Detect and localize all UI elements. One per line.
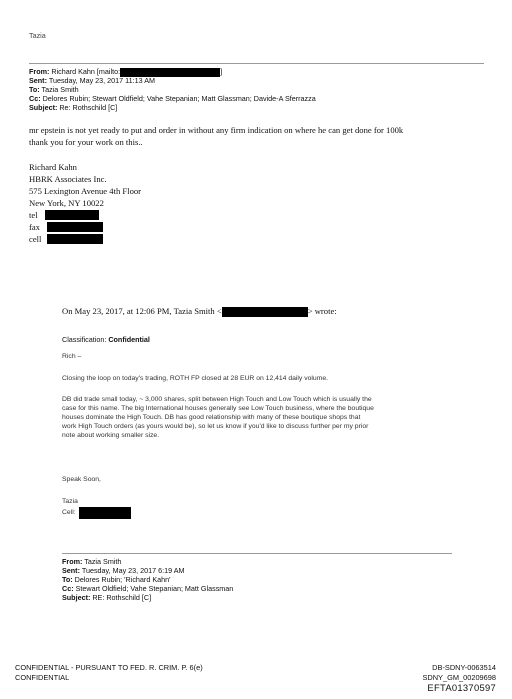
quoted-para2-line4: work High Touch orders (as yours would be), so let us know if you'd like to discuss further per my prior (62, 423, 369, 430)
tel-redaction (45, 210, 99, 220)
quoted-intro-prefix: On May 23, 2017, at 12:06 PM, Tazia Smith < (62, 306, 222, 316)
header-divider-2 (62, 553, 452, 554)
subject-value: Re: Rothschild [C] (59, 103, 118, 112)
sent-value: Tuesday, May 23, 2017 6:19 AM (81, 566, 185, 575)
footer-confidential-line2: CONFIDENTIAL (15, 673, 70, 682)
quoted-cell-redaction (79, 507, 131, 519)
signature-address2: New York, NY 10022 (29, 198, 104, 208)
signature-name: Richard Kahn (29, 162, 77, 172)
email1-from-row: From: Richard Kahn [mailto: ] (29, 67, 223, 76)
tel-label: tel (29, 210, 38, 220)
signature-fax-row (29, 222, 40, 233)
quoted-closing: Speak Soon, (62, 476, 101, 483)
cc-label: Cc: (62, 584, 74, 593)
email1-subject-row (29, 103, 117, 112)
quoted-intro-suffix: > wrote: (307, 306, 337, 316)
cell-label: cell (29, 234, 42, 244)
sent-label: Sent: (62, 566, 80, 575)
cc-value: Delores Rubin; Stewart Oldfield; Vahe Stepanian; Matt Glassman; Davide-A Sferrazza (42, 94, 316, 103)
subject-label: Subject: (29, 103, 58, 112)
subject-label: Subject: (62, 593, 91, 602)
to-value: Tazia Smith (41, 85, 79, 94)
email2-to-row (62, 575, 170, 584)
signature-company: HBRK Associates Inc. (29, 174, 107, 184)
classification-label: Classification: (62, 335, 107, 344)
email2-from-row (62, 557, 121, 566)
quoted-para2-line2: case for this name. The big International houses generally see Low Touch business, where the boutique (62, 405, 374, 412)
quoted-para2-line5: note about working smaller size. (62, 432, 160, 439)
from-value: Richard Kahn [mailto: (51, 67, 121, 76)
email1-sent-row (29, 76, 155, 85)
footer-bates-number: EFTA01370597 (427, 682, 496, 693)
footer-db-number: DB-SDNY-0063514 (432, 663, 496, 672)
to-value: Delores Rubin; 'Richard Kahn' (74, 575, 171, 584)
signature-cell-row (29, 234, 41, 245)
cc-label: Cc: (29, 94, 41, 103)
header-divider-top (29, 63, 484, 64)
footer-confidential-line1: CONFIDENTIAL - PURSUANT TO FED. R. CRIM. P. 6(e) (15, 663, 203, 672)
footer-sdny-number: SDNY_GM_00209698 (422, 673, 496, 682)
email2-cc-row (62, 584, 233, 593)
email1-cc-row (29, 94, 316, 103)
quoted-cell-row (62, 509, 76, 518)
quoted-para2-line1: DB did trade small today, ~ 3,000 shares, split between High Touch and Low Touch which is usually the (62, 396, 372, 403)
quoted-sig-name: Tazia (62, 498, 78, 505)
email1-body-line2: thank you for your work on this.. (29, 137, 143, 147)
fax-redaction (47, 222, 103, 232)
quoted-intro (62, 306, 337, 317)
fax-label: fax (29, 222, 40, 232)
to-label: To: (29, 85, 40, 94)
to-label: To: (62, 575, 73, 584)
from-value: Tazia Smith (84, 557, 122, 566)
classification-value: Confidential (108, 335, 150, 344)
from-label: From: (29, 67, 50, 76)
email2-subject-row (62, 593, 151, 602)
signature-tel-row (29, 210, 38, 221)
cell-redaction (47, 234, 103, 244)
email1-to-row (29, 85, 79, 94)
email-redaction (222, 307, 308, 317)
quoted-para1: Closing the loop on today's trading, ROTH FP closed at 28 EUR on 12,414 daily volume. (62, 375, 329, 382)
cc-value: Stewart Oldfield; Vahe Stepanian; Matt Glassman (75, 584, 234, 593)
email1-body-line1: mr epstein is not yet ready to put and order in without any firm indication on where he can get done for 100k (29, 125, 404, 135)
subject-value: RE: Rothschild [C] (92, 593, 152, 602)
quoted-para2-line3: houses dominate the High Touch. DB has good relationship with many of these boutique shops that (62, 414, 361, 421)
signature-address1: 575 Lexington Avenue 4th Floor (29, 186, 142, 196)
email2-sent-row (62, 566, 185, 575)
from-label: From: (62, 557, 83, 566)
sent-label: Sent: (29, 76, 47, 85)
quoted-greeting: Rich – (62, 353, 82, 360)
quoted-cell-label: Cell: (62, 509, 76, 516)
sent-value: Tuesday, May 23, 2017 11:13 AM (48, 76, 155, 85)
top-sender-name: Tazia (29, 31, 46, 40)
classification-row (62, 335, 150, 344)
